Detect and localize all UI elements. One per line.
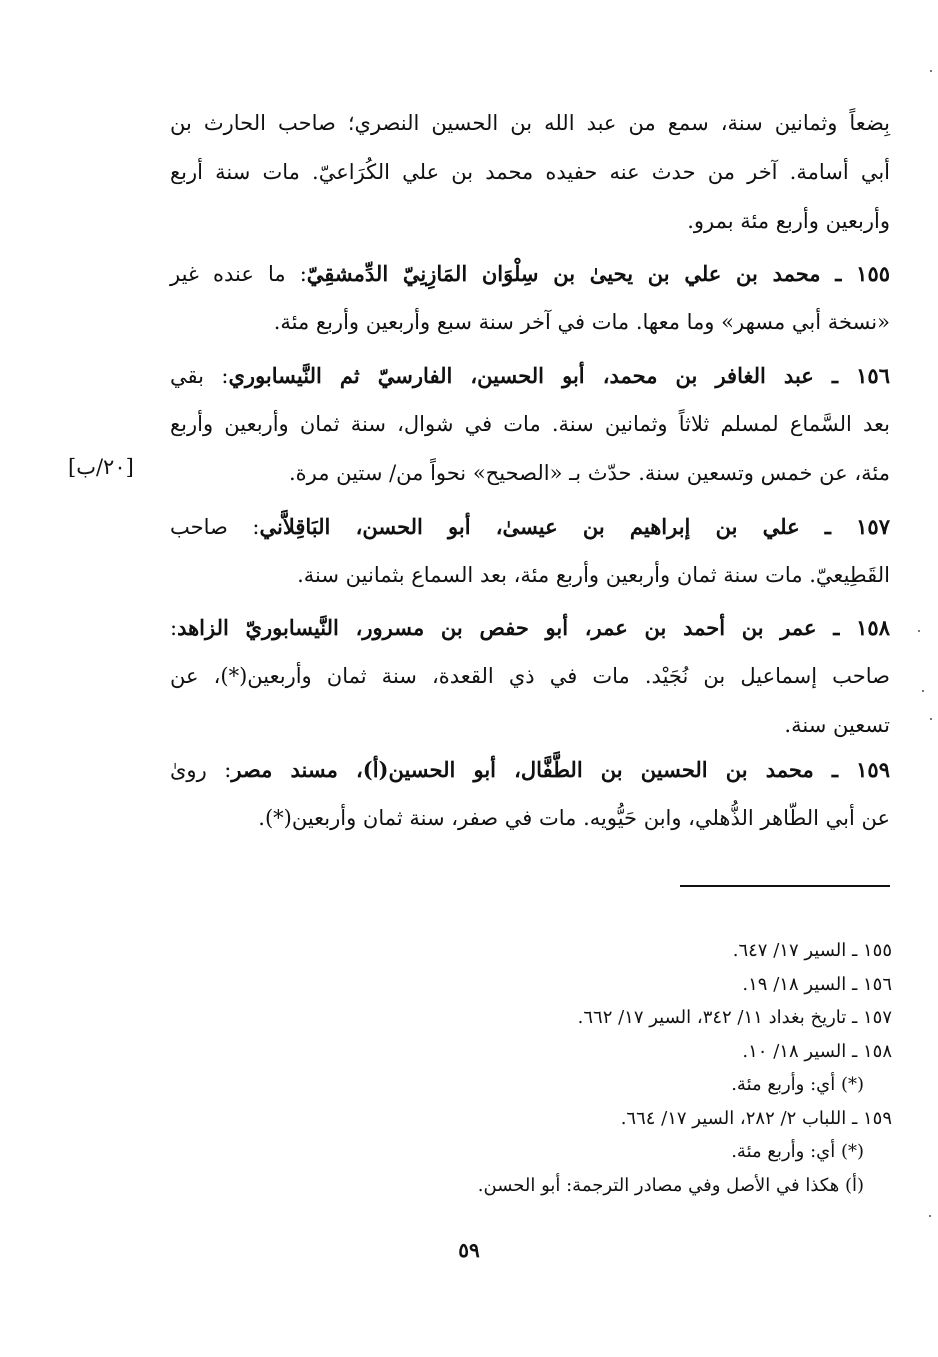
entry-158	[170, 603, 890, 750]
footnote: (*) أي: وأربع مئة.	[731, 1074, 864, 1095]
scan-speck	[930, 70, 932, 72]
entry-heading: ١٥٥ ـ محمد بن علي بن يحيىٰ بن سِلْوَان المَازِنِيّ الدِّمشقِيّ	[306, 261, 891, 286]
entry-156	[170, 351, 890, 498]
footnote: ١٥٨ ـ السير ١٨/ ١٠.	[742, 1040, 892, 1062]
entry-heading-line	[170, 745, 890, 794]
entry-heading-line	[170, 502, 890, 551]
manuscript-folio-note: [٢٠/ب]	[68, 455, 134, 479]
entry-155	[170, 249, 890, 347]
footnote-separator	[680, 885, 890, 887]
scan-speck	[918, 630, 920, 632]
scan-speck	[929, 1215, 931, 1217]
footnote: (أ) هكذا في الأصل وفي مصادر الترجمة: أبو الحسن.	[477, 1174, 864, 1196]
entry-heading-line	[170, 603, 890, 652]
entry-heading: ١٥٩ ـ محمد بن الحسين بن الطَّفَّال، أبو الحسين(أ)، مسند مصر	[231, 757, 890, 782]
text-line: أبي أسامة. آخر من حدث عنه حفيده محمد بن علي الكُرَاعيّ. مات سنة أربع	[170, 160, 890, 184]
entry-157	[170, 502, 890, 600]
entry-heading-rest: : ما عنده غير	[170, 262, 307, 286]
footnote: ١٥٧ ـ تاريخ بغداد ١١/ ٣٤٢، السير ١٧/ ٦٦٢.	[577, 1007, 892, 1028]
entry-159	[170, 745, 890, 843]
entry-heading-line	[170, 351, 890, 400]
paragraph-continuation	[170, 99, 890, 246]
page-number: ٥٩	[458, 1238, 480, 1262]
text-line: بِضعاً وثمانين سنة، سمع من عبد الله بن الحسين النصري؛ صاحب الحارث بن	[170, 111, 890, 135]
entry-heading-rest: :	[170, 616, 178, 640]
text-line: مئة، عن خمس وتسعين سنة. حدّث بـ «الصحيح» نحواً من/ ستين مرة.	[288, 461, 890, 485]
text-line: تسعين سنة.	[784, 713, 890, 737]
entry-heading: ١٥٨ ـ عمر بن أحمد بن عمر، أبو حفص بن مسرور، النَّيسابوريّ الزاهد	[177, 615, 890, 640]
text-line: بعد السَّماع لمسلم ثلاثاً وثمانين سنة. مات في شوال، سنة ثمان وأربعين وأربع	[170, 412, 890, 436]
footnote: (*) أي: وأربع مئة.	[731, 1141, 864, 1162]
entry-heading-rest: : صاحب	[170, 515, 260, 539]
text-line: وأربعين وأربع مئة بمرو.	[687, 209, 890, 233]
entry-heading-line	[170, 249, 890, 298]
entry-heading: ١٥٧ ـ علي بن إبراهيم بن عيسىٰ، أبو الحسن، البَاقِلاَّني	[259, 514, 890, 539]
entry-heading-rest: : روىٰ	[170, 758, 232, 782]
footnote: ١٥٥ ـ السير ١٧/ ٦٤٧.	[732, 940, 892, 961]
text-line: «نسخة أبي مسهر» وما معها. مات في آخر سنة سبع وأربعين وأربع مئة.	[273, 310, 890, 334]
footnotes	[352, 934, 892, 1202]
entry-heading: ١٥٦ ـ عبد الغافر بن محمد، أبو الحسين، الفارسيّ ثم النَّيسابوري	[228, 363, 890, 388]
text-line: عن أبي الطّاهر الذُّهلي، وابن حَيُّويه. مات في صفر، سنة ثمان وأربعين(*).	[258, 806, 890, 830]
footnote: ١٥٦ ـ السير ١٨/ ١٩.	[742, 973, 892, 995]
entry-heading-rest: : بقي	[170, 364, 229, 388]
footnote: ١٥٩ ـ اللباب ٢/ ٢٨٢، السير ١٧/ ٦٦٤.	[620, 1107, 892, 1129]
text-line: صاحب إسماعيل بن نُجَيْد. مات في ذي القعدة، سنة ثمان وأربعين(*)، عن	[170, 664, 890, 688]
scan-speck	[922, 690, 924, 692]
text-line: القَطِيعيّ. مات سنة ثمان وأربعين وأربع مئة، بعد السماع بثمانين سنة.	[297, 563, 890, 587]
scan-speck	[930, 718, 932, 720]
